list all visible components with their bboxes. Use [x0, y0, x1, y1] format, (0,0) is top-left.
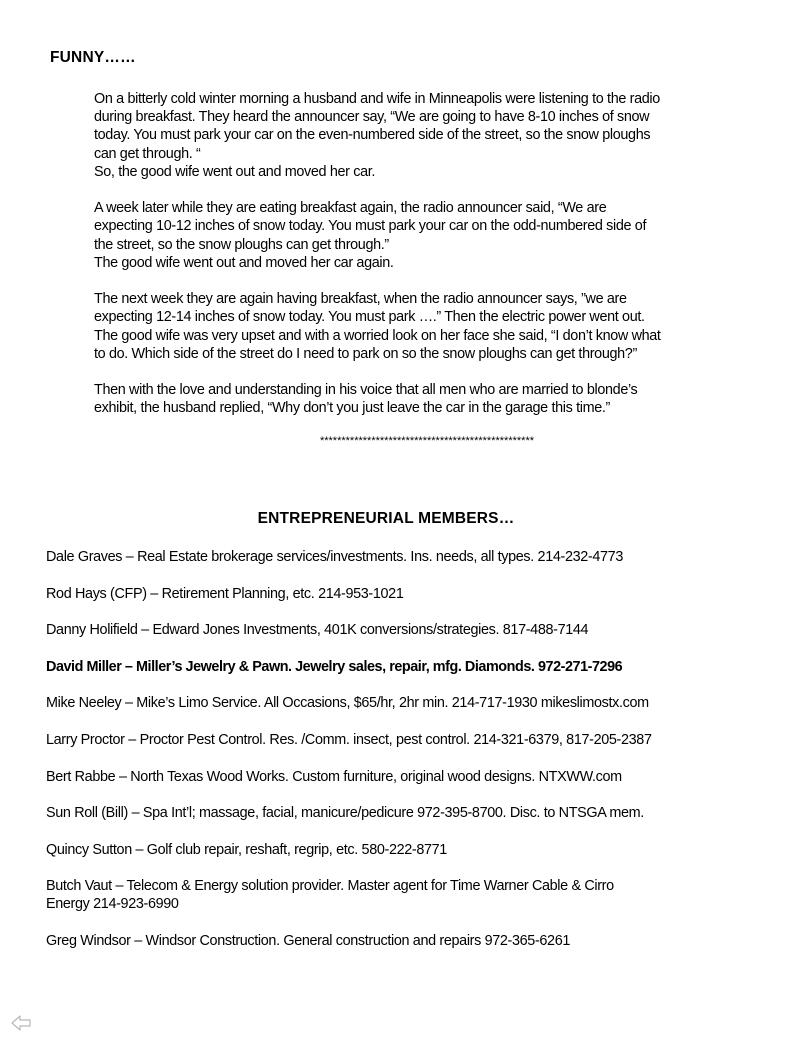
story-line: expecting 10-12 inches of snow today. You must park your car on the odd-numbered side of — [94, 218, 647, 235]
member-item — [46, 877, 766, 913]
member-line: Mike Neeley – Mike’s Limo Service. All Occasions, $65/hr, 2hr min. 214-717-1930 mikeslimostx.com — [46, 695, 649, 712]
funny-heading: FUNNY…… — [50, 49, 136, 66]
member-item — [46, 694, 766, 712]
story-line: Then with the love and understanding in his voice that all men who are married to blonde’s — [94, 382, 638, 399]
member-item — [46, 585, 766, 603]
member-item — [46, 731, 766, 749]
funny-story — [94, 90, 766, 436]
member-item — [46, 932, 766, 950]
member-line: Butch Vaut – Telecom & Energy solution provider. Master agent for Time Warner Cable & Cirro — [46, 878, 614, 895]
story-line: The next week they are again having breakfast, when the radio announcer says, ”we are — [94, 291, 627, 308]
story-line: So, the good wife went out and moved her car. — [94, 163, 376, 180]
story-paragraph — [94, 199, 766, 272]
story-line: A week later while they are eating breakfast again, the radio announcer said, “We are — [94, 200, 607, 217]
story-line: to do. Which side of the street do I need to park on so the snow ploughs can get through?” — [94, 345, 637, 362]
member-item — [46, 768, 766, 786]
member-line: Larry Proctor – Proctor Pest Control. Res. /Comm. insect, pest control. 214-321-6379, 817-205-2387 — [46, 731, 652, 748]
member-item — [46, 658, 766, 676]
story-paragraph — [94, 290, 766, 363]
story-paragraph — [94, 381, 766, 417]
story-line: The good wife was very upset and with a worried look on her face she said, “I don’t know what — [94, 327, 661, 344]
member-line: Greg Windsor – Windsor Construction. General construction and repairs 972-365-6261 — [46, 932, 571, 949]
story-line: exhibit, the husband replied, “Why don’t you just leave the car in the garage this time.” — [94, 400, 610, 417]
story-line: can get through. “ — [94, 145, 201, 162]
members-list — [46, 548, 766, 969]
member-line: Bert Rabbe – North Texas Wood Works. Custom furniture, original wood designs. NTXWW.com — [46, 768, 622, 785]
member-item — [46, 621, 766, 639]
member-line: Sun Roll (Bill) – Spa Int’l; massage, facial, manicure/pedicure 972-395-8700. Disc. to NTSGA mem. — [46, 805, 644, 822]
member-line: Rod Hays (CFP) – Retirement Planning, etc. 214-953-1021 — [46, 585, 404, 602]
member-line: Energy 214-923-6990 — [46, 896, 179, 913]
back-arrow-icon[interactable] — [10, 1013, 32, 1033]
story-line: during breakfast. They heard the announcer say, “We are going to have 8-10 inches of snow — [94, 109, 650, 126]
story-line: On a bitterly cold winter morning a husband and wife in Minneapolis were listening to the radio — [94, 91, 660, 107]
member-item — [46, 804, 766, 822]
member-line: Dale Graves – Real Estate brokerage services/investments. Ins. needs, all types. 214-232-4773 — [46, 549, 623, 565]
member-item — [46, 548, 766, 566]
member-item — [46, 841, 766, 859]
member-line: David Miller – Miller’s Jewelry & Pawn. Jewelry sales, repair, mfg. Diamonds. 972-271-7296 — [46, 658, 623, 675]
members-heading: ENTREPRENEURIAL MEMBERS… — [257, 510, 515, 527]
story-paragraph — [94, 90, 766, 181]
member-line: Danny Holifield – Edward Jones Investments, 401K conversions/strategies. 817-488-7144 — [46, 622, 589, 639]
story-line: The good wife went out and moved her car again. — [94, 254, 394, 271]
member-line: Quincy Sutton – Golf club repair, reshaft, regrip, etc. 580-222-8771 — [46, 841, 447, 858]
story-line: expecting 12-14 inches of snow today. You must park ….” Then the electric power went out. — [94, 309, 645, 326]
story-line: the street, so the snow ploughs can get through.” — [94, 236, 389, 253]
story-line: today. You must park your car on the even-numbered side of the street, so the snow ploughs — [94, 127, 651, 144]
section-separator: ************************************************** — [319, 435, 535, 447]
